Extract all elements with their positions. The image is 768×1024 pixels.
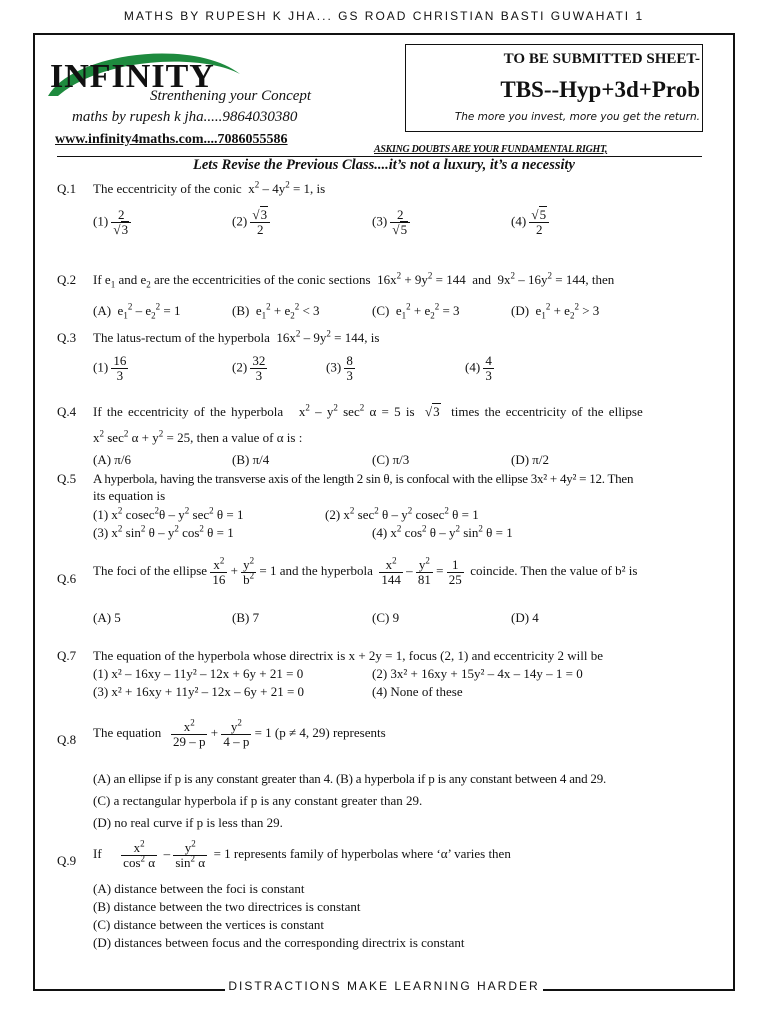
revise-banner: Lets Revise the Previous Class....it’s not a luxury, it’s a necessity <box>193 157 575 173</box>
q9-text: If $\frac{x^2}{\cos^2 \alpha}$ – $\frac{y^2}{\sin^2 \alpha}$ = 1 represents family of hyperbolas where ‘α’ varies then <box>93 838 511 870</box>
q1-option-4: (4) $\frac{√5}{2}$ <box>511 208 549 237</box>
q5-text-line1: A hyperbola, having the transverse axis of the length 2 sin θ, is confocal with the ellipse 3x² + 4y² = 12. Then <box>93 471 634 486</box>
q1-option-1: (1) $\frac{2}{√3}$ <box>93 208 131 237</box>
q7-option-3: (3) x² + 16xy + 11y² – 12x – 6y + 21 = 0 <box>93 684 305 699</box>
q9-number: Q.9 <box>57 853 77 868</box>
submission-label: TO BE SUBMITTED SHEET- <box>503 51 700 67</box>
q5-text-line2: its equation is <box>93 488 166 503</box>
q9-option-c: (C) distance between the vertices is constant <box>93 917 325 932</box>
q2-option-b: (B) $e_1^2 + e_2^2 < 3$ <box>232 301 320 321</box>
q4-option-d: (D) π/2 <box>511 452 549 467</box>
q1-text: The eccentricity of the conic $x^2 - 4y^2 = 1$, is <box>93 179 326 196</box>
q1-option-3: (3) $\frac{2}{√5}$ <box>372 208 410 237</box>
q3-option-2: (2) $\frac{32}{3}$ <box>232 353 266 383</box>
q2-option-d: (D) $e_1^2 + e_2^2 > 3$ <box>511 301 600 321</box>
q3-option-4: (4) $\frac{4}{3}$ <box>465 353 492 383</box>
q5-number: Q.5 <box>57 471 77 486</box>
q3-option-3: (3) $\frac{8}{3}$ <box>326 353 353 383</box>
q1-option-2: (2) $\frac{√3}{2}$ <box>232 208 270 237</box>
q4-option-c: (C) π/3 <box>372 452 410 467</box>
q4-text-line2: $x^2$ $\sec^2 \alpha + y^2 = 25$, then a value of α is : <box>93 428 303 445</box>
q4-text-line1: If the eccentricity of the hyperbola $x^2 - y^2$ $\sec^2 \alpha = 5$ is √3 times the eccentricity of the ellipse <box>93 402 643 419</box>
q6-text: The foci of the ellipse $\frac{x^2}{16}$ + $\frac{y^2}{b^2}$ = 1 and the hyperbola $\frac{x^2}{144}$ – $\frac{y^2}{81}$ = $\frac{1}{25}$ coincide. Then the value of b² is <box>93 555 638 587</box>
q4-option-a: (A) π/6 <box>93 452 131 467</box>
ask-doubts-note: ASKING DOUBTS ARE YOUR FUNDAMENTAL RIGHT, <box>374 144 608 155</box>
q8-option-c: (C) a rectangular hyperbola if p is any constant greater than 29. <box>93 793 423 808</box>
q9-option-b: (B) distance between the two directrices is constant <box>93 899 361 914</box>
sheet-title: TBS--Hyp+3d+Prob <box>500 77 700 102</box>
q8-number: Q.8 <box>57 732 77 747</box>
page-footer <box>0 979 768 993</box>
q7-number: Q.7 <box>57 648 77 663</box>
q2-option-a: (A) $e_1^2 - e_2^2 = 1$ <box>93 301 181 321</box>
q2-text: If $e_1$ and $e_2$ are the eccentricities of the conic sections $16x^2 + 9y^2 = 144$ and $9x^2 - 16y^2 = 144$, then <box>93 270 615 290</box>
q4-number: Q.4 <box>57 404 77 419</box>
q5-option-4: (4) $x^2$ $\cos^2 \theta - y^2$ $\sin^2 \theta = 1$ <box>372 523 513 540</box>
q4-option-b: (B) π/4 <box>232 452 270 467</box>
q5-option-2: (2) $x^2$ $\sec^2 \theta - y^2$ cosec$^2$ θ = 1 <box>325 505 479 522</box>
q3-text: The latus-rectum of the hyperbola $16x^2 - 9y^2 = 144$, is <box>93 328 380 345</box>
q7-text: The equation of the hyperbola whose directrix is x + 2y = 1, focus (2, 1) and eccentricity 2 will be <box>93 648 603 663</box>
q3-option-1: (1) $\frac{16}{3}$ <box>93 353 127 383</box>
q6-option-b: (B) 7 <box>232 610 260 625</box>
page-header: MATHS BY RUPESH K JHA... GS ROAD CHRISTIAN BASTI GUWAHATI 1 <box>123 9 645 23</box>
q6-option-a: (A) 5 <box>93 610 121 625</box>
logo-tagline: Strenthening your Concept <box>150 88 312 104</box>
website-link[interactable]: www.infinity4maths.com....7086055586 <box>55 132 288 147</box>
q5-option-1: (1) $x^2$ $cosec^2\theta - y^2$ $\sec^2 \theta = 1$ <box>93 505 244 522</box>
q2-option-c: (C) $e_1^2 + e_2^2 = 3$ <box>372 301 460 321</box>
q8-text: The equation $\frac{x^2}{29 - p}$ + $\frac{y^2}{4 - p}$ = 1 (p ≠ 4, 29) represents <box>93 717 386 749</box>
submission-box <box>405 44 703 132</box>
q3-number: Q.3 <box>57 330 77 345</box>
q6-number: Q.6 <box>57 571 77 586</box>
logo-wordmark: INFINITY <box>50 58 215 95</box>
q9-option-a: (A) distance between the foci is constant <box>93 881 305 896</box>
author-line: maths by rupesh k jha.....9864030380 <box>72 109 298 125</box>
q2-number: Q.2 <box>57 272 77 287</box>
q9-option-d: (D) distances between focus and the corresponding directrix is constant <box>93 935 465 950</box>
q7-option-1: (1) x² – 16xy – 11y² – 12x + 6y + 21 = 0 <box>93 666 304 681</box>
q7-option-4: (4) None of these <box>372 684 463 699</box>
q8-option-a-b: (A) an ellipse if p is any constant greater than 4. (B) a hyperbola if p is any constant between 4 and 29. <box>93 771 607 786</box>
q8-option-d: (D) no real curve if p is less than 29. <box>93 815 283 830</box>
q1-number: Q.1 <box>57 181 77 196</box>
footer-text: DISTRACTIONS MAKE LEARNING HARDER <box>225 979 542 993</box>
q5-option-3: (3) $x^2$ $\sin^2 \theta - y^2$ $\cos^2 \theta = 1$ <box>93 523 234 540</box>
q7-option-2: (2) 3x² + 16xy + 15y² – 4x – 14y – 1 = 0 <box>372 666 583 681</box>
motto: The more you invest, more you get the return. <box>454 111 700 123</box>
q6-option-d: (D) 4 <box>511 610 539 625</box>
q6-option-c: (C) 9 <box>372 610 400 625</box>
